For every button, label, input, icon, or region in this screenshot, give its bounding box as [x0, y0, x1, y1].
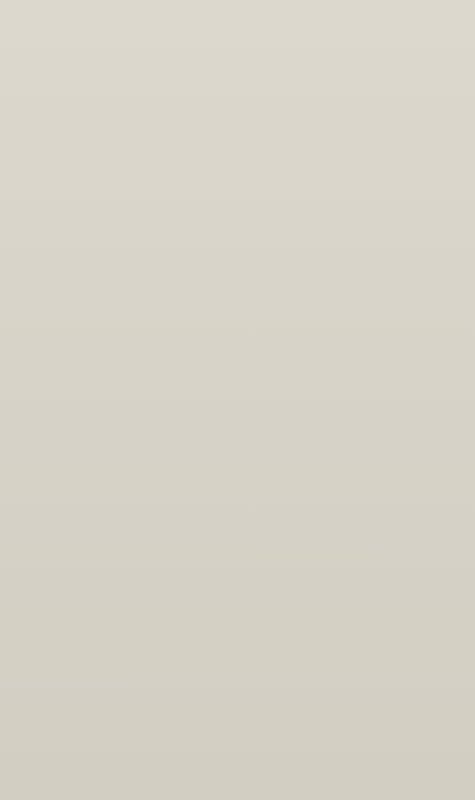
page-text [1, 2, 475, 58]
